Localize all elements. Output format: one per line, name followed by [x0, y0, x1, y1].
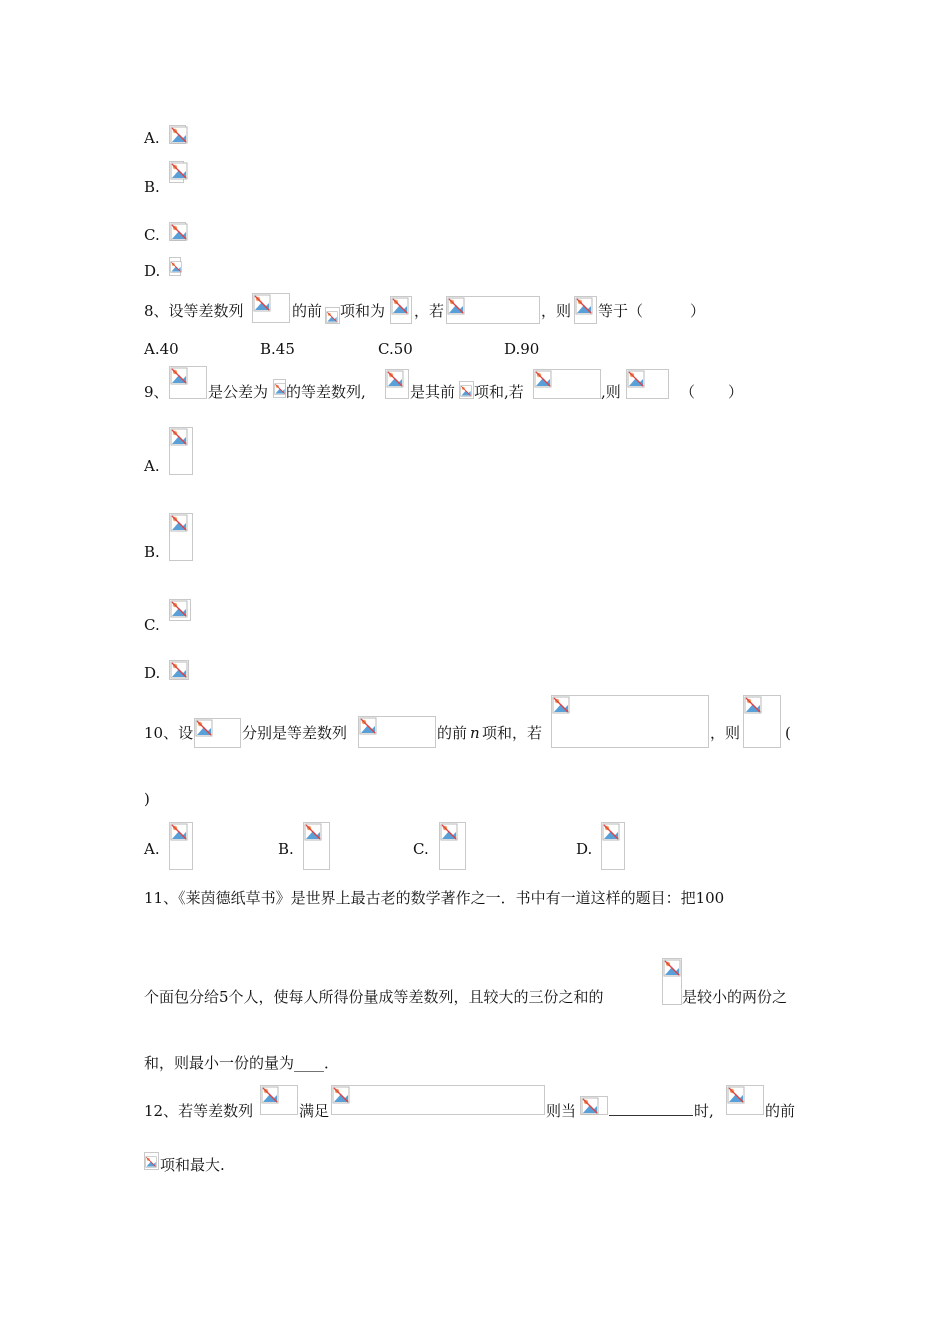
q9-sequence-image	[169, 366, 207, 399]
q12-text-4: 时,	[694, 1102, 714, 1120]
q8-option-a: A.40	[144, 340, 179, 358]
q11-line-2a: 个面包分给5个人，使每人所得份量成等差数列，且较大的三份之和的	[144, 988, 604, 1006]
q9-text-7: （	[680, 383, 696, 401]
q8-text-5: ，则	[541, 302, 572, 320]
q9-text-8: ）	[728, 383, 744, 401]
broken-image-icon	[663, 959, 681, 977]
q9-option-b-formula-image	[169, 513, 193, 561]
q11-line-3: 和，则最小一份的量为____．	[144, 1054, 340, 1072]
broken-image-icon	[274, 380, 286, 398]
q9-option-c-formula-image	[169, 599, 191, 621]
q7-option-d-formula-image	[169, 257, 181, 276]
q9-n-image	[459, 381, 474, 399]
q11-fraction-image	[662, 958, 682, 1005]
q9-option-a-label: A.	[144, 457, 160, 475]
q9-option-d-formula-image	[169, 660, 189, 680]
q10-text-4: 项和，若	[482, 724, 543, 742]
q8-sequence-image	[252, 293, 290, 323]
q11-line-2b: 是较小的两份之	[682, 988, 788, 1006]
q10-text-3: 的前	[437, 724, 468, 742]
q8-option-c: C.50	[378, 340, 413, 358]
q10-target-image	[743, 695, 781, 748]
broken-image-icon	[447, 297, 465, 315]
q8-text-7: ）	[690, 302, 706, 320]
broken-image-icon	[534, 370, 552, 388]
broken-image-icon	[744, 696, 762, 714]
broken-image-icon	[386, 370, 404, 388]
broken-image-icon	[145, 1153, 157, 1171]
q7-option-a-formula-image	[169, 125, 186, 144]
broken-image-icon	[170, 126, 188, 144]
q8-text-4: ，若	[414, 302, 445, 320]
q8-option-d: D.90	[504, 340, 540, 358]
q9-option-d-label: D.	[144, 664, 161, 682]
q10-option-c-formula-image	[439, 822, 466, 870]
broken-image-icon	[170, 514, 188, 532]
q8-text-3: 项和为	[340, 302, 386, 320]
broken-image-icon	[727, 1086, 745, 1104]
q7-option-c-formula-image	[169, 222, 186, 241]
q8-n-image	[325, 307, 340, 324]
broken-image-icon	[627, 370, 645, 388]
q7-option-a-label: A.	[144, 129, 160, 147]
q10-option-b-label: B.	[278, 840, 294, 858]
q9-text-4: 是其前	[410, 383, 456, 401]
broken-image-icon	[170, 823, 188, 841]
q12-n-image-2	[144, 1152, 159, 1170]
q10-option-d-label: D.	[576, 840, 593, 858]
q9-option-a-formula-image	[169, 427, 193, 475]
q9-d-image	[273, 379, 286, 398]
q10-option-c-label: C.	[413, 840, 429, 858]
q10-option-a-label: A.	[144, 840, 160, 858]
q9-target-image	[626, 369, 669, 399]
q9-sn-image	[385, 369, 409, 399]
broken-image-icon	[170, 162, 188, 180]
q10-option-a-formula-image	[169, 822, 193, 870]
q12-text-6: 项和最大.	[160, 1156, 225, 1174]
q12-text-1: 12、若等差数列	[144, 1102, 254, 1120]
broken-image-icon	[581, 1097, 599, 1115]
q9-option-c-label: C.	[144, 616, 160, 634]
broken-image-icon	[552, 696, 570, 714]
q12-condition-image	[331, 1085, 545, 1115]
q12-n-image	[580, 1096, 608, 1115]
q10-option-d-formula-image	[601, 822, 625, 870]
q8-sn-image	[390, 296, 412, 324]
q12-sequence-image	[260, 1085, 298, 1115]
q9-text-3: 的等差数列,	[286, 383, 366, 401]
broken-image-icon	[602, 823, 620, 841]
q12-text-2: 满足	[299, 1102, 330, 1120]
q10-text-6: (	[785, 724, 791, 742]
broken-image-icon	[460, 382, 472, 400]
broken-image-icon	[253, 294, 271, 312]
q10-text-1: 10、设	[144, 724, 194, 742]
q10-text-7: )	[144, 790, 150, 808]
q8-text-6: 等于（	[598, 302, 644, 320]
broken-image-icon	[332, 1086, 350, 1104]
q9-option-b-label: B.	[144, 543, 160, 561]
q12-answer-blank	[609, 1101, 693, 1116]
broken-image-icon	[575, 297, 593, 315]
q12-text-5: 的前	[765, 1102, 796, 1120]
broken-image-icon	[359, 717, 377, 735]
q10-sequences-image	[358, 716, 436, 748]
q7-option-c-label: C.	[144, 226, 160, 244]
broken-image-icon	[391, 297, 409, 315]
q7-option-b-label: B.	[144, 178, 160, 196]
q9-text-1: 9、	[144, 383, 169, 401]
broken-image-icon	[195, 719, 213, 737]
q10-n-symbol: n	[470, 724, 480, 742]
q9-condition-image	[533, 369, 601, 399]
broken-image-icon	[170, 600, 188, 618]
q8-option-b: B.45	[260, 340, 295, 358]
q9-text-2: 是公差为	[208, 383, 269, 401]
q10-option-b-formula-image	[303, 822, 330, 870]
broken-image-icon	[440, 823, 458, 841]
broken-image-icon	[170, 661, 188, 679]
q9-text-6: ,则	[601, 383, 621, 401]
q12-text-3: 则当	[546, 1102, 577, 1120]
q9-text-5: 项和,若	[474, 383, 524, 401]
broken-image-icon	[170, 367, 188, 385]
q10-text-5: ，则	[710, 724, 741, 742]
q11-line-1: 11、《莱茵德纸草书》是世界上最古老的数学著作之一．书中有一道这样的题目：把100	[144, 889, 725, 907]
broken-image-icon	[170, 223, 188, 241]
q7-option-b-formula-image	[169, 161, 184, 183]
broken-image-icon	[170, 428, 188, 446]
q10-text-2: 分别是等差数列	[242, 724, 348, 742]
q8-text-1: 8、设等差数列	[144, 302, 244, 320]
q8-target-image	[574, 296, 597, 324]
q7-option-d-label: D.	[144, 262, 161, 280]
broken-image-icon	[304, 823, 322, 841]
q10-sums-image	[194, 718, 241, 748]
broken-image-icon	[261, 1086, 279, 1104]
broken-image-icon	[326, 308, 338, 326]
broken-image-icon	[170, 258, 182, 276]
q8-text-2: 的前	[292, 302, 323, 320]
q8-condition-image	[446, 296, 540, 324]
q12-target-sequence-image	[726, 1085, 764, 1115]
q10-condition-image	[551, 695, 709, 748]
